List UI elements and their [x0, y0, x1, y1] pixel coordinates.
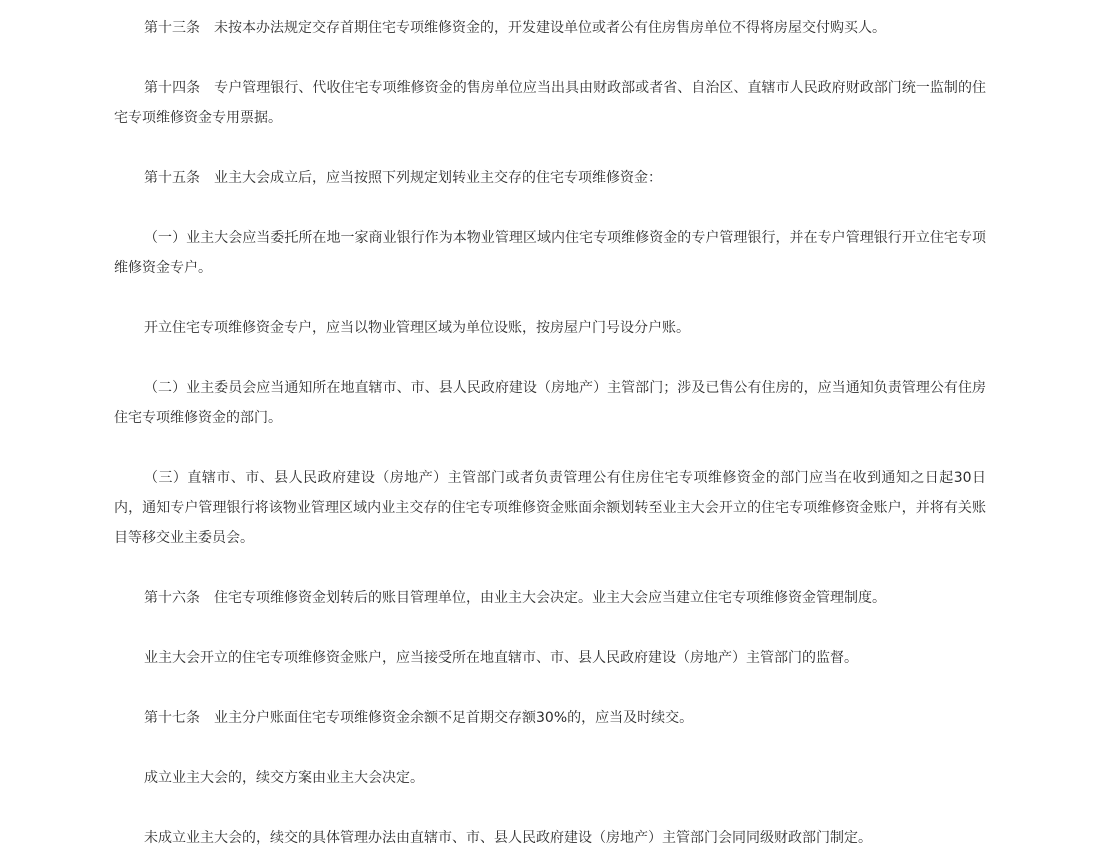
article-15-item-3-paragraph: （三）直辖市、市、县人民政府建设（房地产）主管部门或者负责管理公有住房住宅专项维修资金的部门应当在收到通知之日起30日内，通知专户管理银行将该物业管理区域内业主交存的住宅专项维修资金账面余额划转至业主大会开立的住宅专项维修资金账户，并将有关账目等移交业主委员会。 — [114, 470, 986, 546]
article-15-item-1-paragraph: （一）业主大会应当委托所在地一家商业银行作为本物业管理区域内住宅专项维修资金的专户管理银行，并在专户管理银行开立住宅专项维修资金专户。 — [114, 230, 986, 276]
article-15-item-1-note-paragraph: 开立住宅专项维修资金专户，应当以物业管理区域为单位设账，按房屋户门号设分户账。 — [144, 320, 690, 336]
article-17-note-2-paragraph: 未成立业主大会的，续交的具体管理办法由直辖市、市、县人民政府建设（房地产）主管部门会同同级财政部门制定。 — [144, 830, 872, 846]
document-body — [114, 13, 986, 853]
article-15-item-2-paragraph: （二）业主委员会应当通知所在地直辖市、市、县人民政府建设（房地产）主管部门；涉及已售公有住房的，应当通知负责管理公有住房住宅专项维修资金的部门。 — [114, 380, 986, 426]
article-16-paragraph: 第十六条 住宅专项维修资金划转后的账目管理单位，由业主大会决定。业主大会应当建立住宅专项维修资金管理制度。 — [144, 590, 886, 606]
article-17-paragraph: 第十七条 业主分户账面住宅专项维修资金余额不足首期交存额30%的，应当及时续交。 — [144, 710, 694, 726]
article-14-paragraph: 第十四条 专户管理银行、代收住宅专项维修资金的售房单位应当出具由财政部或者省、自治区、直辖市人民政府财政部门统一监制的住宅专项维修资金专用票据。 — [114, 80, 986, 126]
article-16-note-paragraph: 业主大会开立的住宅专项维修资金账户，应当接受所在地直辖市、市、县人民政府建设（房地产）主管部门的监督。 — [144, 650, 858, 666]
article-15-paragraph: 第十五条 业主大会成立后，应当按照下列规定划转业主交存的住宅专项维修资金： — [144, 170, 662, 186]
article-13-paragraph: 第十三条 未按本办法规定交存首期住宅专项维修资金的，开发建设单位或者公有住房售房单位不得将房屋交付购买人。 — [144, 20, 886, 36]
article-17-note-1-paragraph: 成立业主大会的，续交方案由业主大会决定。 — [144, 770, 424, 786]
